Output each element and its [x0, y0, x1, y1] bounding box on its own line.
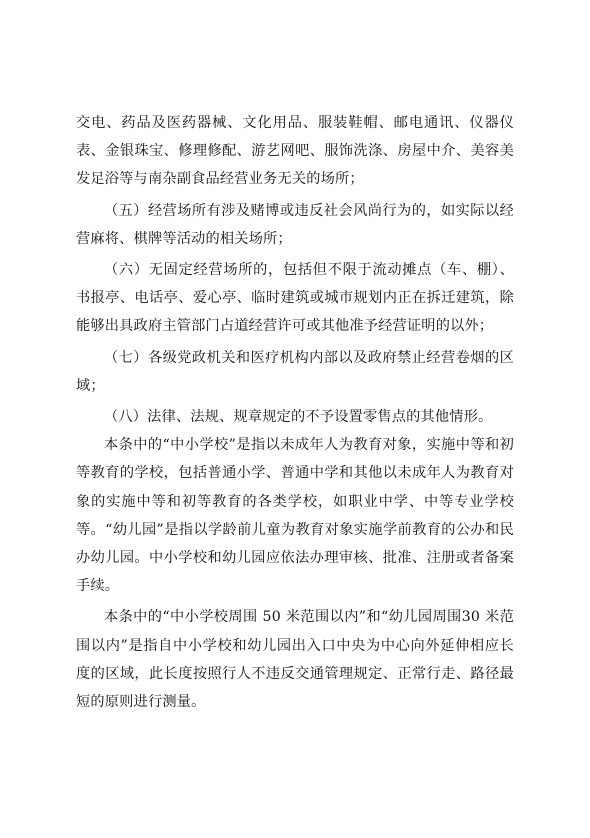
paragraph-item-5: （五）经营场所有涉及赌博或违反社会风尚行为的，如实际以经营麻将、棋牌等活动的相关场所； — [76, 202, 514, 247]
paragraph-school-definition: 本条中的“中小学校”是指以未成年人为教育对象，实施中等和初等教育的学校，包括普通小学、普通中学和其他以未成年人为教育对象的实施中等和初等教育的各类学校，如职业中学、中等专业学校等。“幼儿园”是指以学龄前儿童为教育对象实施学前教育的公办和民办幼儿园。中小学校和幼儿园应依法办理审核、批准、注册或者备案手续。 — [76, 437, 514, 595]
paragraph-range-definition: 本条中的“中小学校周围 50 米范围以内”和“幼儿园周围30 米范围以内”是指自中小学校和幼儿园出入口中央为中心向外延伸相应长度的区域，此长度按照行人不违反交通管理规定、正常行走、路径最短的原则进行测量。 — [76, 609, 514, 711]
paragraph-continued-list: 交电、药品及医药器械、文化用品、服装鞋帽、邮电通讯、仪器仪表、金银珠宝、修理修配、游艺网吧、服饰洗涤、房屋中介、美容美发足浴等与南杂副食品经营业务无关的场所； — [76, 115, 514, 188]
paragraph-item-6: （六）无固定经营场所的，包括但不限于流动摊点（车、棚）、书报亭、电话亭、爱心亭、临时建筑或城市规划内正在拆迁建筑，除能够出具政府主管部门占道经营许可或其他准予经营证明的以外； — [76, 262, 514, 335]
paragraph-item-7: （七）各级党政机关和医疗机构内部以及政府禁止经营卷烟的区域； — [76, 349, 514, 394]
document-body — [76, 109, 514, 716]
paragraph-item-8: （八）法律、法规、规章规定的不予设置零售点的其他情形。 — [104, 409, 493, 426]
